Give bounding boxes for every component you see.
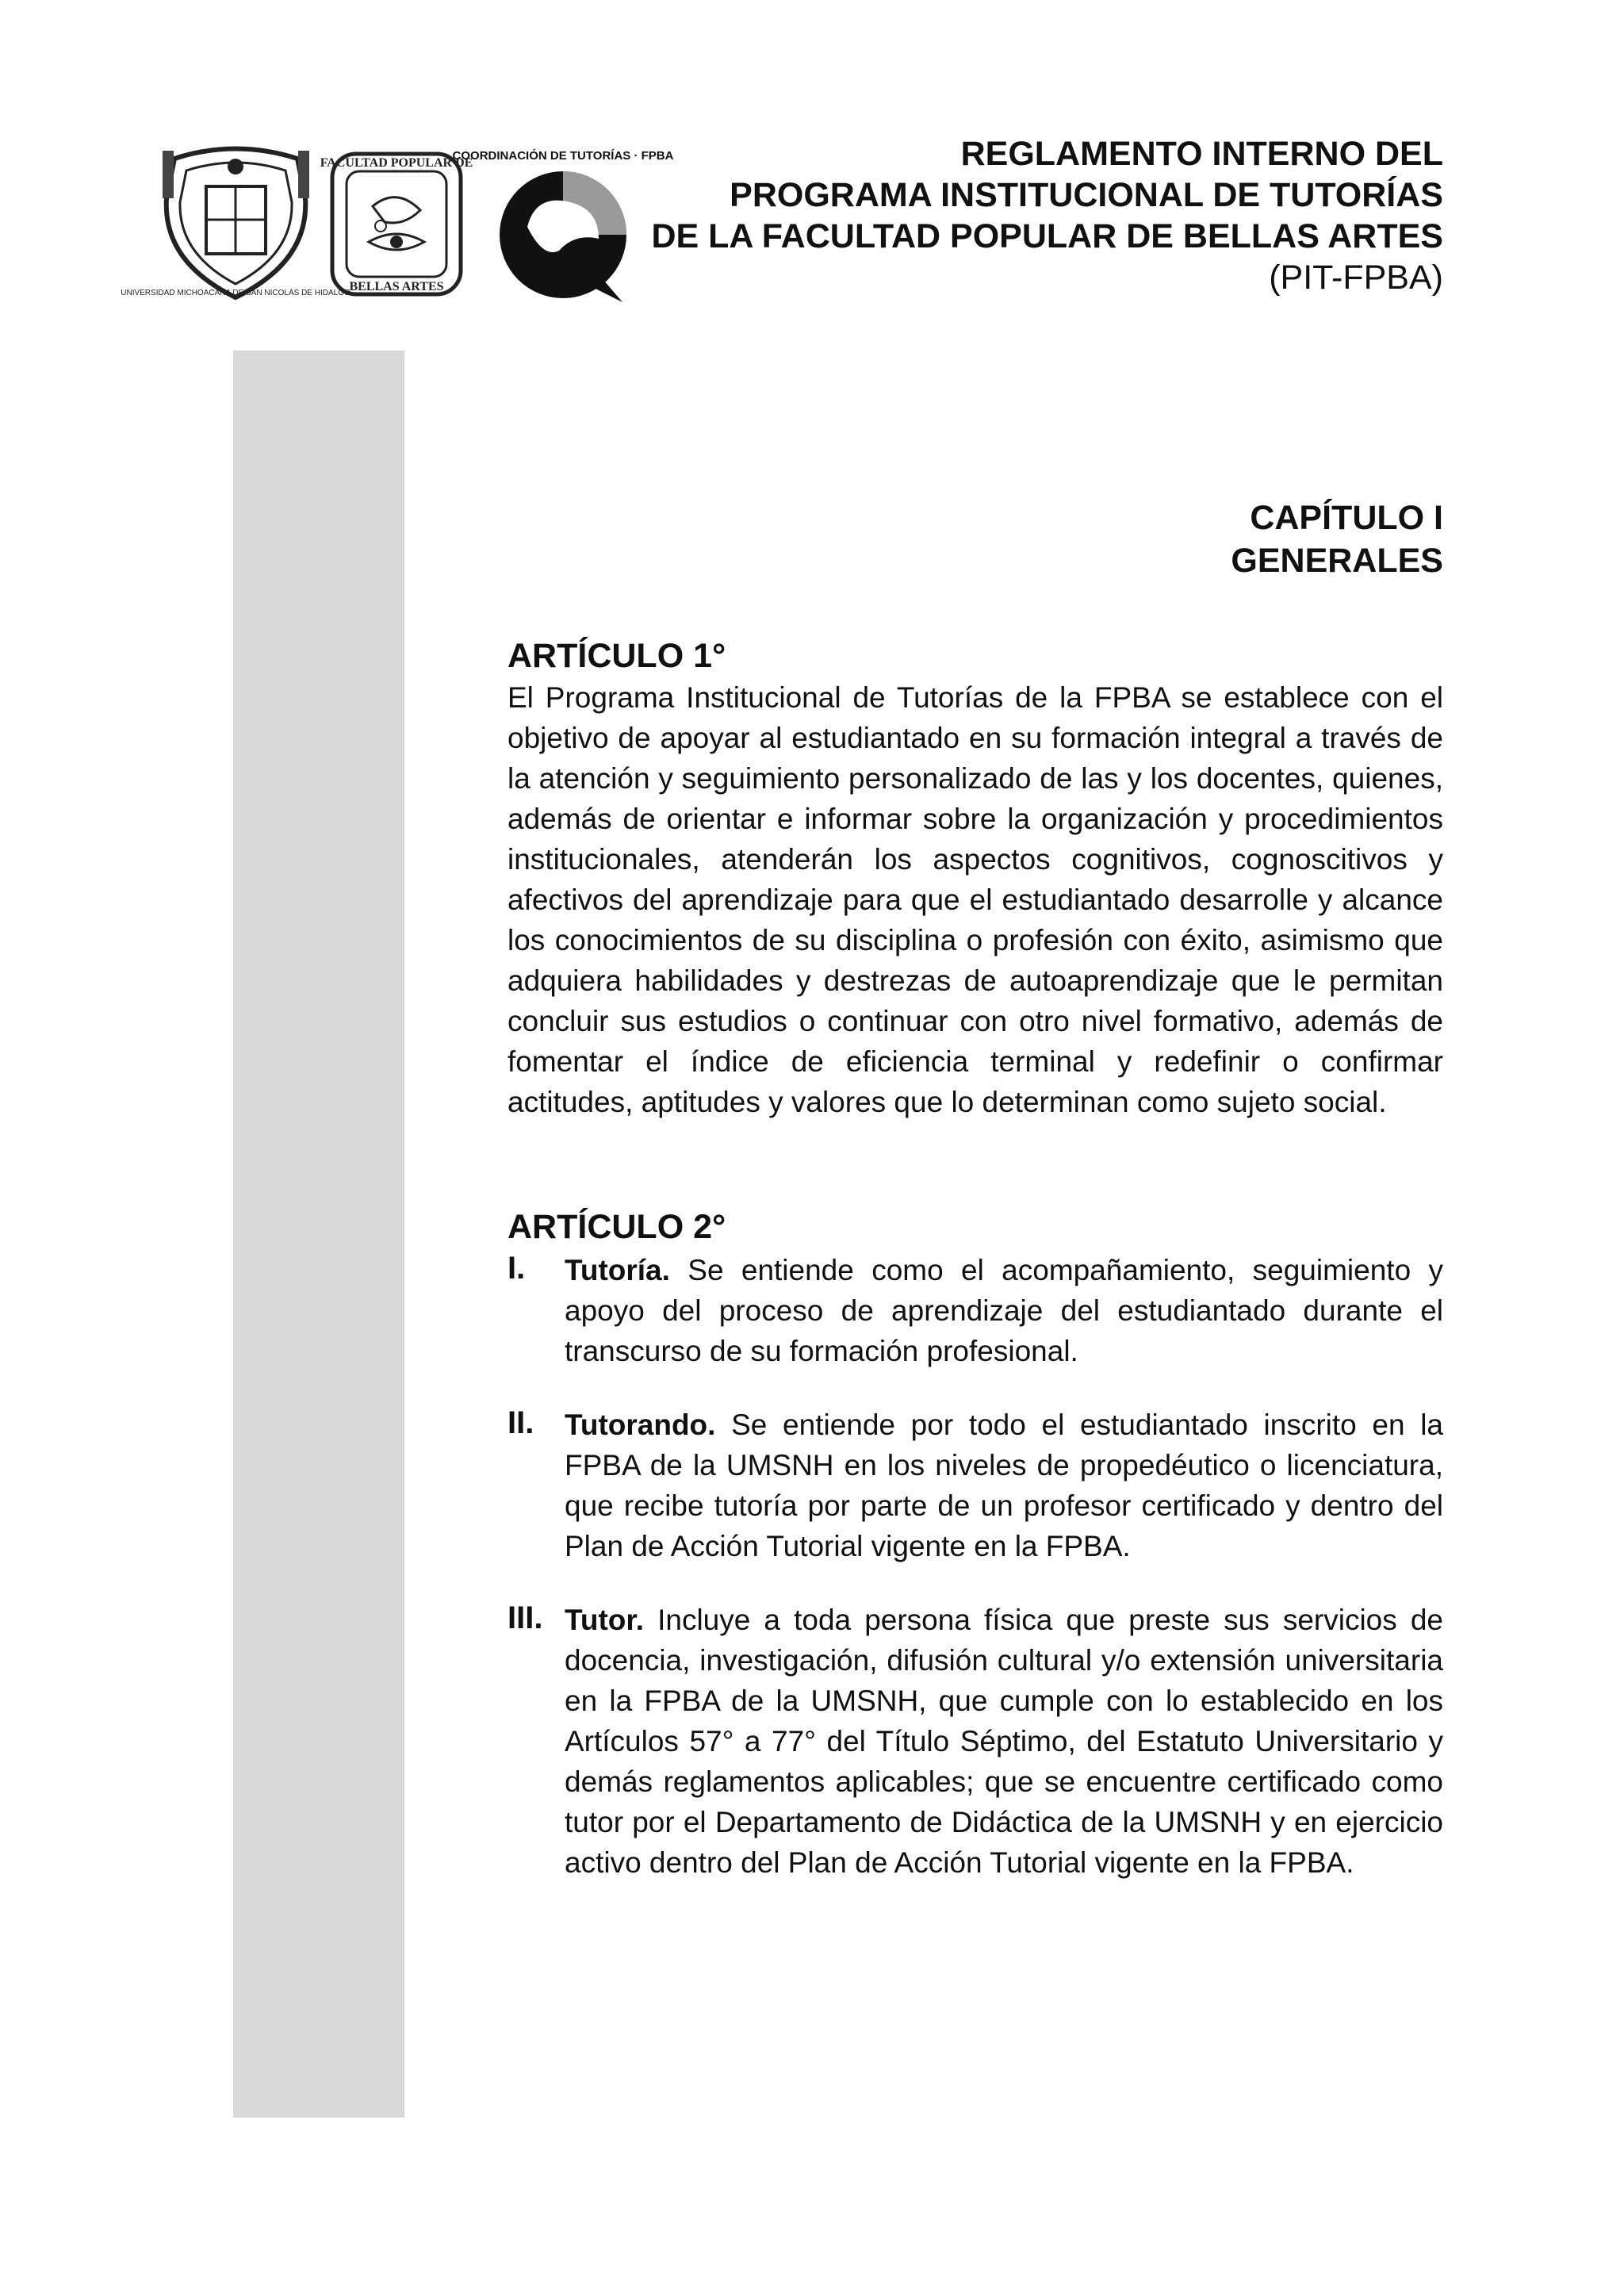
item-term: Tutorando. bbox=[565, 1409, 716, 1441]
header-title-line-3: DE LA FACULTAD POPULAR DE BELLAS ARTES bbox=[651, 217, 1443, 255]
svg-text:BELLAS ARTES: BELLAS ARTES bbox=[349, 280, 444, 293]
chapter-number: CAPÍTULO I bbox=[1250, 499, 1443, 537]
item-text: Se entiende por todo el estudiantado inscrito en la FPBA de la UMSNH en los niveles de propedéutico o licenciatura, que recibe tutoría por parte de un profesor certificado y dentro del Plan de Acción Tutorial vigente en la FPBA. bbox=[565, 1409, 1443, 1562]
article-1-title: ARTÍCULO 1° bbox=[508, 637, 726, 675]
svg-text:FACULTAD POPULAR DE: FACULTAD POPULAR DE bbox=[320, 156, 473, 170]
item-body bbox=[565, 1250, 1443, 1371]
article-1 bbox=[508, 634, 1443, 1122]
list-item bbox=[508, 1405, 1443, 1566]
header-logos bbox=[121, 140, 674, 306]
item-term: Tutor. bbox=[565, 1604, 645, 1636]
article-2-heading bbox=[508, 1205, 1443, 1248]
item-body bbox=[565, 1405, 1443, 1566]
item-term: Tutoría. bbox=[565, 1254, 670, 1286]
decorative-side-bar bbox=[233, 351, 404, 2118]
header-acronym: (PIT-FPBA) bbox=[1269, 259, 1443, 297]
tutorias-logo bbox=[452, 140, 674, 306]
article-2-items bbox=[508, 1250, 1443, 1916]
document-header bbox=[651, 133, 1443, 298]
fpba-seal-logo bbox=[320, 151, 473, 297]
svg-text:COORDINACIÓN DE TUTORÍAS · FPB: COORDINACIÓN DE TUTORÍAS · FPBA bbox=[452, 149, 674, 163]
item-numeral: II. bbox=[508, 1405, 534, 1440]
chapter-heading bbox=[1231, 496, 1443, 582]
header-title-line-1: REGLAMENTO INTERNO DEL bbox=[960, 135, 1443, 173]
item-body bbox=[565, 1600, 1443, 1883]
item-numeral: III. bbox=[508, 1600, 543, 1635]
header-title-line-2: PROGRAMA INSTITUCIONAL DE TUTORÍAS bbox=[730, 176, 1443, 214]
item-numeral: I. bbox=[508, 1251, 526, 1286]
list-item bbox=[508, 1250, 1443, 1371]
article-1-text: El Programa Institucional de Tutorías de la FPBA se establece con el objetivo de apoyar al estudiantado en su formación integral a través de la atención y seguimiento personalizado de las y los docentes, quienes, además de orientar e informar sobre la organización y procedimientos institucionales, atenderán los aspectos cognitivos, cognoscitivos y afectivos del aprendizaje para que el estudiantado desarrolle y alcance los conocimientos de su disciplina o profesión con éxito, asimismo que adquiera habilidades y destrezas de autoaprendizaje que le permitan concluir sus estudios o continuar con otro nivel formativo, además de fomentar el índice de eficiencia terminal y redefinir o confirmar actitudes, aptitudes y valores que lo determinan como sujeto social. bbox=[508, 681, 1443, 1118]
chapter-name: GENERALES bbox=[1231, 542, 1443, 580]
item-text: Se entiende como el acompañamiento, seguimiento y apoyo del proceso de aprendizaje del estudiantado durante el transcurso de su formación profesional. bbox=[565, 1254, 1443, 1367]
svg-text:UNIVERSIDAD MICHOACANA DE SAN: UNIVERSIDAD MICHOACANA DE SAN NICOLÁS DE HIDALGO bbox=[121, 289, 350, 297]
umsnh-seal-logo bbox=[121, 143, 350, 301]
list-item bbox=[508, 1600, 1443, 1883]
article-2-title: ARTÍCULO 2° bbox=[508, 1208, 726, 1246]
item-text: Incluye a toda persona física que preste sus servicios de docencia, investigación, difusión cultural y/o extensión universitaria en la FPBA de la UMSNH, que cumple con lo establecido en los Artículos 57° a 77° del Título Séptimo, del Estatuto Universitario y demás reglamentos aplicables; que se encuentre certificado como tutor por el Departamento de Didáctica de la UMSNH y en ejercicio activo dentro del Plan de Acción Tutorial vigente en la FPBA. bbox=[565, 1604, 1443, 1879]
